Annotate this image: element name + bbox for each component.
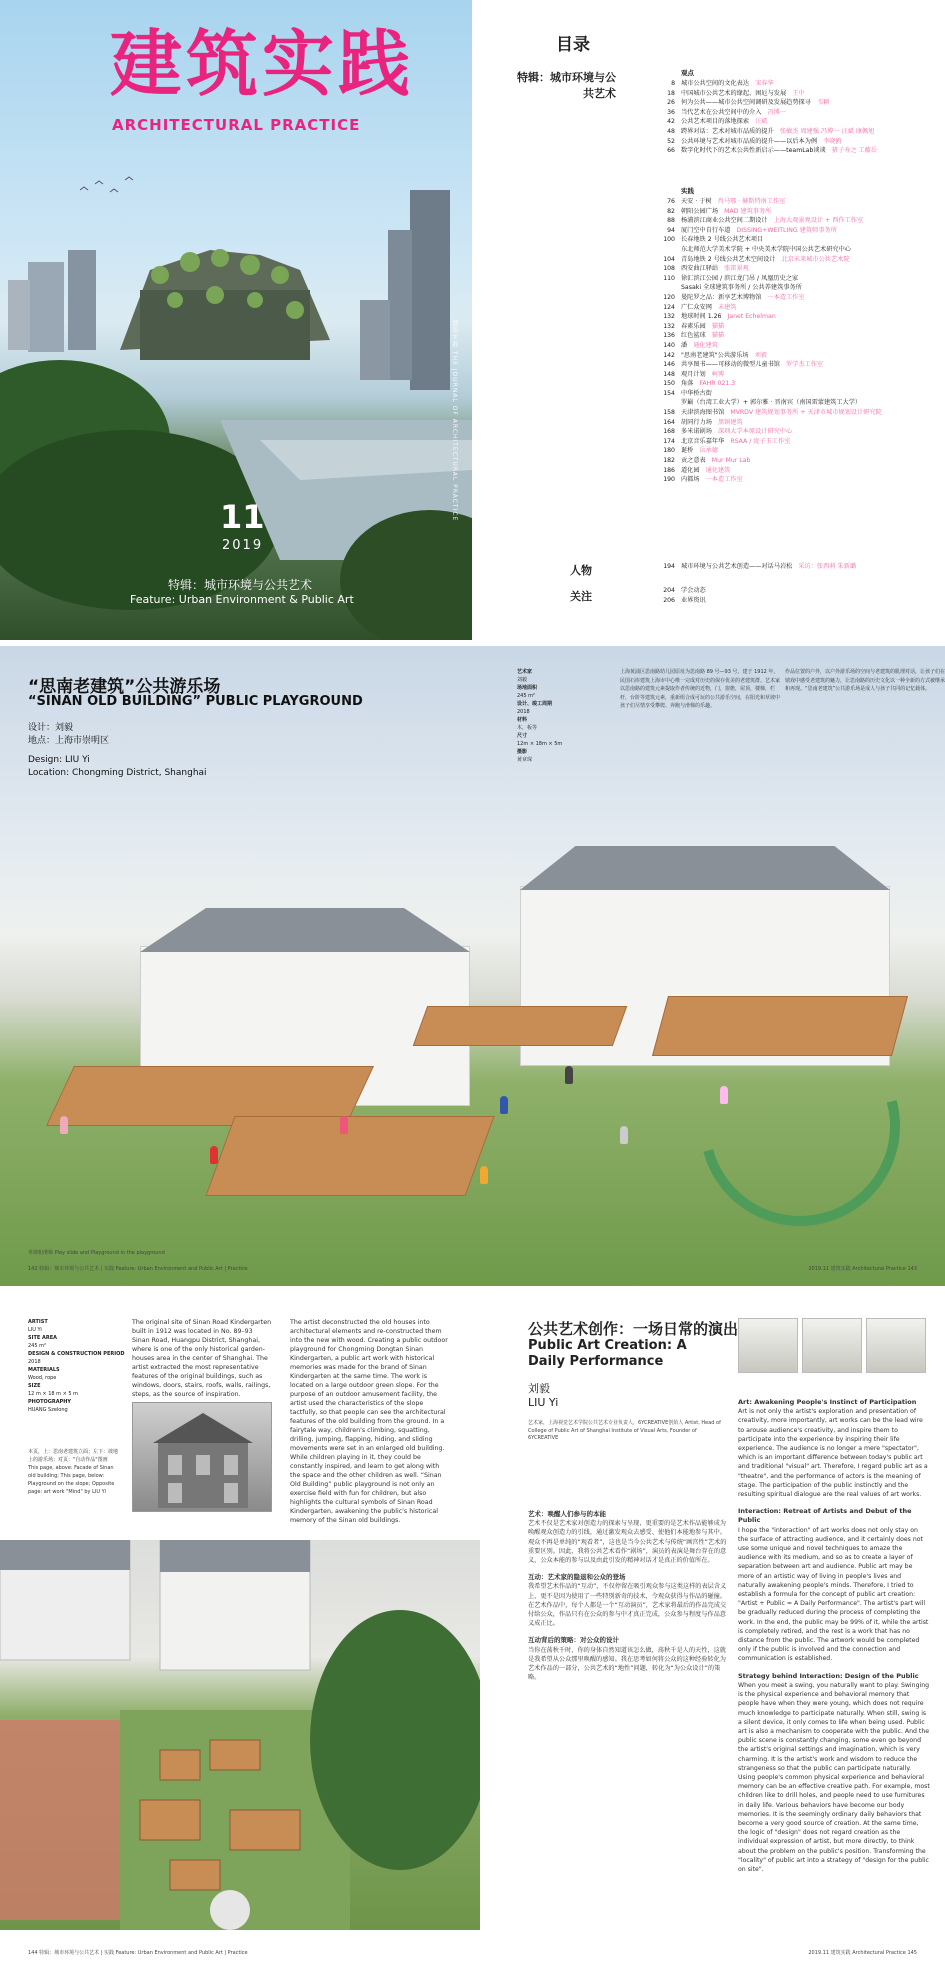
spec-line: 12m × 18m × 5m [517,741,563,747]
section-label-practice: 实践 [681,187,694,195]
roof-left [140,908,470,952]
toc-entry-title: 天安 · 于树 [681,198,712,205]
toc-entry-title: 中国城市公共艺术的缘起、困厄与发展 [681,89,787,97]
author-bio: 艺术家，上海视觉艺术学院公共艺术专业负责人，6YCREATIVE创始人 Artist, Head of College of Public Art of Shanghai Institute of Visual Arts, Founder of 6YCREATIVE [528,1420,721,1441]
spec-line: 2018 [517,709,530,715]
old-building-photo [132,1402,272,1512]
toc-entry-author: DISSING+WEITLING 建筑师事务所 [736,226,837,234]
section-paragraph: 我希望艺术作品的“互动”，不仅停留在吸引观众参与这类这样的表层含义上，更不是因为使用了一些特别新奇的技术，令观众获得与作品的碰撞。在艺术作品中，每个人都是一个“互动演员”，艺术家将最后的作品完成交付给公众，作品只有在公众的参与中才真正完成，公众参与程度与作品意义成正比。 [528,1583,727,1628]
toc-entry-title: 潘 [681,341,688,349]
child-figure [720,1086,728,1104]
toc-page-number: 36 [667,108,675,116]
toc-entry [655,596,940,606]
toc-entry-author: 肖马鄂 · 赫斯特南工作室 [717,198,786,205]
toc-entry [655,293,940,303]
toc-entry [655,264,940,274]
toc-entry-author: 猪子寿之 工藤岳 [831,147,878,155]
spec-line: 245 m² [517,693,536,699]
toc-entry-title: 数字化时代下的艺术公共性新启示——teamLab谈谈 [681,147,826,155]
toc-entry-author: 猫猫 [711,332,725,340]
toc-entry [655,446,940,456]
toc-page-number: 194 [663,563,675,570]
contents-viewpoint-section [655,64,940,156]
toc-entry [655,427,940,437]
toc-page-number: 94 [667,226,675,234]
cover-title-en: ARCHITECTURAL PRACTICE [112,116,361,134]
section-paragraph: 艺术不仅是艺术家对创造力的探索与呈现，更重要的是艺术作品能够成为唤醒观众创造力的引线，通过激发观众去感受、使他们本能地参与其中。观众不再是单纯的“观看者”，这也是当今公共艺术与传统“画宫性”艺术的重要区别。因此，我将公共艺术看作“剧场”，演员的表演是舞台存在的意义，公众本能的参与以及由此引发的精神对话才是真正的价值所在。 [528,1520,727,1565]
toc-entry-title: 地球时间 1.26 [681,313,722,321]
toc-entry [655,437,940,447]
toc-entry-title: 广仁众安网 [681,303,712,311]
toc-entry-author: 罗学杰工作室 [786,361,824,369]
toc-page-number: 124 [663,303,675,311]
toc-entry-title: 红色鲨球 [681,332,706,340]
toc-entry-author: 通化建筑 [693,341,718,349]
section-heading: Art: Awakening People's Instinct of Participation [738,1398,917,1406]
toc-entry [655,586,940,596]
toc-entry-author: 冯博一 [767,108,786,116]
toc-page-number: 76 [667,198,675,205]
toc-entry [655,360,940,370]
toc-entry [655,146,940,156]
toc-entry-title: 内都场 [681,476,700,484]
playground-title-cn: “思南老建筑”公共游乐场 [28,677,221,697]
toc-entry [655,79,940,89]
toc-entry-author: 通化建筑 [705,466,731,474]
toc-page-number: 158 [663,409,675,417]
toc-entry [655,137,940,147]
toc-entry-author: 李晓鸥 [823,137,842,145]
toc-page-number: 168 [663,428,675,436]
toc-entry-title: 中华桥古街 [681,389,712,397]
contents-practice-section [655,182,940,485]
toc-entry [655,89,940,99]
toc-entry-title: 杨浦滨江商业公共空间二期设计 [681,217,768,225]
toc-entry [655,245,940,255]
toc-page-number: 42 [667,118,675,126]
toc-entry [655,303,940,313]
playground-credits: 设计：刘毅 地点：上海市崇明区 Design: LIU Yi Location: Chongming District, Shanghai [28,723,207,778]
article-body-en [738,1390,930,1938]
toc-entry-title: 共享图书——可移动的微型儿童书馆 [681,361,780,369]
toc-entry-title: 城市环境与公共艺术创造——对话马岩松 [681,563,793,570]
section-heading: Strategy behind Interaction: Design of the Public [738,1671,919,1680]
toc-page-number: 148 [663,370,675,378]
cover-title: 建筑实践 [110,22,415,106]
cover-feature-en: Feature: Urban Environment & Public Art [130,593,354,606]
toc-entry [655,322,940,332]
article-title-en: Public Art Creation: A Daily Performance [528,1338,687,1369]
spec-line: 摄影 [517,749,528,755]
article-title-cn: 公共艺术创作：一场日常的演出 [528,1320,739,1338]
photo-caption: 本页，上：思南老建筑立面；左下：坡地上的游乐场；对页："自动作品"图画 This page, above: Facade of Sinan old building; This page, below: Playground on the slope; Opposite page: art work "Mind" by LIU Yi [28,1449,119,1495]
toc-page-number: 132 [663,313,675,321]
spec-value: 12 m × 18 m × 5 m [28,1391,79,1397]
toc-entry-title: 学会动态 [681,587,706,594]
spec-line: 艺术家 [517,669,533,675]
section-paragraph: 当你在荡秋千时，你的身体自然知道该怎么做，荡秋千是人的天性，这就是我希望从公众那里唤醒的感知。我在思考如何将公众的这种经验转化为艺术作品的一部分，公共艺术的“地性”问题，转化为“为公众设计”的策略。 [528,1646,726,1682]
section-label-viewpoint: 观点 [681,69,694,77]
spec-key: MATERIALS [28,1367,60,1373]
child-figure [340,1116,348,1134]
cover-year: 2019 [222,538,264,553]
toc-entry [655,117,940,127]
playground-title-en: “SINAN OLD BUILDING” PUBLIC PLAYGROUND [28,694,363,709]
spec-value: LIU Yi [28,1327,42,1333]
section-heading: 艺术：唤醒人们参与的本能 [528,1510,606,1518]
spec-line: 场地面积 [517,685,538,691]
wooden-deck-3 [413,1006,628,1046]
spec-line: 尺寸 [517,733,528,739]
toc-page-number: 164 [663,418,675,426]
artwork-thumbnail [802,1318,862,1373]
artwork-thumbnails [738,1318,926,1373]
contents-people-section [655,562,940,572]
toc-entry-author: RSAA / 庞子玉工作室 [730,437,791,445]
playground-text-col2: 作品位置的户外，以户外游乐场的空间与老建筑的肌理对话，让孩子们在嬉戏中感受老建筑的魅力，让思南路的历史文化以一种全新的方式被继承和再现。“思南老建筑”公共游乐场是成人与孩子共同的记忆载体。 [785,669,945,692]
toc-page-number: 146 [663,361,675,369]
contents-focus-section [655,586,940,605]
project-text-col1: The original site of Sinan Road Kindergarten built in 1912 was located in No. 89–93 Sinan Road, Huangpu District, Shanghai, where is one of the only historical garden-houses area in the center of Shanghai. The artist extracted the most representative features of the original buildings, such as windows, doors, stairs, roofs, walls, railings, steps, as the source of inspiration. [132,1319,272,1398]
toc-page-number: 88 [667,217,675,225]
folio-right: 2019.11 建筑实践 Architectural Practice 143 [808,1266,917,1272]
toc-page-number [655,245,675,255]
toc-entry [655,216,940,226]
spec-line: 黄章琛 [517,757,533,763]
spec-line: 材料 [517,717,528,723]
toc-entry [655,255,940,265]
toc-page-number: 142 [663,351,675,359]
section-heading: 互动：艺术家的隐退和公众的登场 [528,1573,626,1582]
toc-entry-author: 刘毅 [754,351,767,359]
toc-entry-author: 采访：张西莉 朱新璐 [798,563,857,570]
toc-entry-title: 当代艺术在公共空间中的介入 [681,108,762,116]
toc-entry-author: Janet Echelman [727,313,776,321]
toc-entry-title: 春素乐园 [681,322,706,330]
toc-page-number: 120 [663,293,675,301]
section-paragraph: I hope the "interaction" of art works does not only stay on the surface of attracting audience, and it certainly does not use some unique and novel techniques to amaze the audience with its medium, and so as to create a layer of separation between art and audience. Public art may be more of an artistic way of living in people's lives and naturally awakening people's minds. Therefore, I tried to establish a formula for the concept of public art creation: "Artist + Public = A Daily Performance". The artist's part will be gradually reduced during the process of completing the work. In the end, the public may be 99% of it, while the artist is completely retired, and the rest is a work that has no distance from the public. The artwork would be completed only if the public is involved and the connection and communication is established. [738,1526,929,1663]
toc-page-number: 8 [671,80,675,87]
spec-value: 245 m² [28,1343,47,1349]
spec-value: 2018 [28,1359,41,1365]
toc-entry [655,379,940,389]
spec-key: SITE AREA [28,1335,58,1341]
playground-photo-caption: 草坡和滑梯 Play slide and Playground in the playground [28,1250,165,1256]
toc-page-number: 204 [663,587,675,594]
toc-entry-title: 罗巅（台湾工业大学）+ 郭尔雅 · 晋南宾（南国雷蒙建筑工大学） [681,399,862,407]
spec-key: DESIGN & CONSTRUCTION PERIOD [28,1351,125,1357]
toc-entry-author: 一本造工作室 [767,293,805,301]
playground-text-col1: 上海黄浦区思南路幼儿园原址为思南路 89 号—93 号，建于 1912 年，民国石库建筑上海市中心唯一完成对历史的保存优美的老建筑群。艺术家以思南路的建筑元素提取作者传统的近物，门，窗檐，屋顶，楼梯，栏杆，台阶等建筑元素，重新组合成可玩的公共游乐空间，在阳光和草坡中孩子们尽情享受攀爬、奔跑与滑梯的乐趣。 [620,669,781,709]
toc-entry-author: 王中 [792,89,805,97]
toc-entry-title: 公共艺术项目的落地探索 [681,118,750,126]
toc-entry-author: 张敏杰 周建强 冯博一 汪斌 康佩旭 [779,127,875,135]
adult-figure [60,1116,68,1134]
toc-entry [655,331,940,341]
spec-key: ARTIST [28,1319,48,1325]
toc-entry-author: MVRDV 建筑规划事务所 + 天津市城市规划设计研究院 [730,409,882,417]
toc-entry-title: "思南老建筑"公共游乐场 [681,351,749,359]
toc-entry [655,351,940,361]
toc-entry-title: 城市公共空间的文化表达 [681,80,750,87]
toc-page-number: 100 [663,236,675,244]
section-paragraph: When you meet a swing, you naturally want to play. Swinging is the physical experience and behavioral memory that people have when they were young, which does not require much knowledge to participate naturally. When still, swing is a silent device, it only comes to life when being used. Public art is also a mechanism to cooperate with the public. And the public scene is constantly changing, some even go beyond the artist's original settings and imagination, which is very charming. It is the artist's work and wisdom to reduce the strangeness so that the public can participate naturally. Using people's common physical experience and behavioral memory can be an effective creative path. For example, most children like to drill holes, and people need to use furnitures in daily life. Various behaviors have become our body memories. It is the seemingly ordinary daily behaviors that become a very good source of creation. At the same time, the logic of "design" does not regard creation as the individual expression of artist, but more directly, to think about the problem on the public's position. Transforming the "locality" of public art into a strategy of "design for the public on site". [738,1681,930,1873]
spec-line: 木，板等 [517,725,538,731]
magazine-cover [0,0,472,640]
toc-entry-title: 道化园 [681,466,700,474]
child-figure [620,1126,628,1144]
toc-entry-title: 何为公共——城市公共空间调研及发展趋势探寻 [681,99,811,107]
child-figure [565,1066,573,1084]
toc-entry [655,398,940,408]
toc-page-number: 174 [663,437,675,445]
toc-entry-author: 岳承德 [699,447,718,455]
toc-entry-title: 曼陀罗之品：新享艺术博物馆 [681,293,762,301]
toc-entry [655,207,940,217]
toc-entry-title: 观月计划 [681,370,706,378]
toc-entry-title: 徐汇滨江公园 / 滨江龙门吊 / 凤凰历史之家 [681,274,799,282]
spec-value: HUANG Szelong [28,1407,68,1413]
toc-entry-author: 黑镇建筑 [717,418,743,426]
toc-entry-title: 胡同行力场 [681,418,712,426]
toc-page-number: 136 [663,332,675,340]
toc-entry-title: 北京音乐嘉年华 [681,437,725,445]
child-figure [480,1166,488,1184]
toc-page-number: 18 [667,89,675,97]
folio-right: 2019.11 建筑实践 Architectural Practice 145 [808,1950,917,1956]
toc-entry [655,341,940,351]
toc-page-number: 26 [667,99,675,107]
toc-page-number: 140 [663,341,675,349]
toc-entry-title: 东北师范大学美术学院 + 中央美术学院中国公共艺术研究中心 [681,245,851,253]
article-spread [0,1290,945,1968]
toc-entry [655,127,940,137]
section-label-focus: 关注 [570,590,592,603]
toc-entry-author: MAD 建筑事务所 [724,207,772,215]
toc-entry-title: 朝阳公园广场 [681,207,719,215]
contents-feature-label: 特辑：城市环境与公共艺术 [517,71,616,100]
folio-left: 144 特辑：城市环境与公共艺术 | 实践 Feature: Urban Environment and Public Art | Practice [28,1950,248,1956]
toc-entry-author: 猫猫 [711,322,725,330]
toc-entry-author: 韦颖 [816,99,830,107]
toc-entry-title: Sasaki 全球建筑事务所 / 公共养建筑事务所 [681,284,802,292]
artwork-thumbnail [738,1318,798,1373]
toc-entry-title: 贡之意表 [681,457,706,465]
toc-entry-title: 诞桥 [681,447,694,455]
toc-entry-author: 柯博 [711,370,725,378]
toc-entry [655,389,940,399]
toc-page-number: 182 [663,457,675,465]
section-paragraph: Art is not only the artist's exploration and presentation of creativity, more importantly, art works can be the lead wire to arouse audience's creativity, and inspire them to participate into the experience by inspiring their life experience. The audience is no longer a mere "spectator", which is an important difference between today's public art and traditional "visual" art. Therefore, I regard public art as a "theatre", and the performance of actors is the meaning of stage. The participation of the public instinctly and the resulting spiritual dialogue are the real values of art works. [738,1408,928,1499]
playground-spec-list [517,668,577,764]
child-figure [210,1146,218,1164]
toc-entry [655,98,940,108]
article-author: 刘毅 LIU Yi [528,1382,559,1409]
cover-issue-number: 11 [220,498,265,536]
wooden-deck-2 [205,1116,494,1196]
toc-entry-title: 角落 [681,380,694,388]
toc-entry-author: 深圳大学本原设计研究中心 [717,428,793,436]
toc-entry [655,274,940,284]
toc-entry-title: 青岛地铁 2 号线公共艺术空间设计 [681,255,776,263]
toc-page-number: 66 [667,147,675,155]
roof-right [520,846,890,890]
spec-value: Wood, rope [28,1375,57,1381]
cover-feature-cn: 特辑：城市环境与公共艺术 [168,578,313,592]
toc-entry-author: 未建筑 [717,303,737,311]
section-label-people: 人物 [570,564,592,577]
section-heading: Interaction: Retreat of Artists and Debut of the Public [738,1507,912,1525]
toc-entry [655,475,940,485]
toc-page-number: 150 [663,380,675,388]
toc-entry-title: 跨界对话：艺术对城市品质的提升 [681,127,774,135]
toc-entry-author: 汪斌 [755,118,768,126]
contents-heading: 目录 [556,35,590,55]
toc-entry [655,226,940,236]
toc-page-number: 52 [667,137,675,145]
toc-entry [655,456,940,466]
spec-key: PHOTOGRAPHY [28,1399,72,1405]
project-text-col2: The artist deconstructed the old houses into architectural elements and re-constructed them into the new with wood. Creating a public outdoor playground for Chongming Dongtan Sinan Kindergarten, a public art work with historical memories was made for the brand of Sinan Kindergarten at the same time. The work is located on a large outdoor green slope. For the purpose of an outdoor amusement facility, the artist used the characteristics of the slope tactfully, so that people can see the architectural features of the old building from the ground. In a fairytale way, children's climbing, squatting, drilling, jumping, flapping, hiding, and sliding movements were set in an enlarged old building. While children playing in it, they could be constantly inspired, and learn to get along with the space and the other children as well. “Sinan Old Building” public playground is not only an exercise field with fun for children, but also highlights the cultural symbols of Sinan Road Kindergarten, awakening the public's historical memory of the Sinan old buildings. [290,1319,448,1524]
toc-page-number: 186 [663,466,675,474]
table-of-contents [472,0,945,640]
toc-page-number: 190 [663,476,675,484]
playground-spread [0,646,945,1286]
toc-page-number: 154 [663,389,675,397]
toc-page-number: 110 [663,274,675,282]
toc-page-number: 108 [663,265,675,273]
toc-entry [655,370,940,380]
toc-page-number [655,283,675,293]
toc-entry-title: 公共环境与艺术对城市品质的提升——以后本为例 [681,137,818,145]
toc-entry-author: 北京未来城市公共艺术院 [781,255,850,263]
child-figure [500,1096,508,1114]
toc-entry [655,418,940,428]
toc-entry [655,235,940,245]
toc-entry [655,466,940,476]
toc-page-number: 82 [667,207,675,215]
toc-entry [655,197,940,207]
article-body-cn [528,1502,728,1682]
toc-entry-title: 厦门空中自行车道 [681,226,731,234]
toc-entry-author: 一本造工作室 [705,476,743,484]
toc-entry-title: 长春地铁 2 号线公共艺术项目 [681,236,764,244]
toc-page-number: 48 [667,127,675,135]
toc-entry [655,283,940,293]
cover-spine-text: 建筑实践 THE JOURNAL OF ARCHITECTURAL PRACTICE [451,320,458,522]
folio-left: 142 特辑：城市环境与公共艺术 | 实践 Feature: Urban Environment and Public Art | Practice [28,1266,248,1272]
toc-page-number: 104 [663,255,675,263]
spec-line: 设计、竣工周期 [517,701,553,707]
toc-entry-title: 多米诺剧场 [681,428,712,436]
toc-entry [655,562,940,572]
toc-entry-author: Mur Mur Lab [711,457,751,465]
toc-entry [655,108,940,118]
toc-page-number: 132 [663,322,675,330]
toc-entry [655,312,940,322]
toc-entry-title: 业界资讯 [681,596,706,604]
toc-entry-author: 上海大观景观设计 + 西作工作室 [773,217,864,225]
artwork-spec-list [28,1318,128,1414]
toc-entry-author: 宋春华 [755,80,774,87]
spec-line: 刘毅 [517,677,528,683]
toc-page-number: 180 [663,447,675,455]
toc-entry-author: 张雷景观 [724,265,749,273]
toc-entry [655,408,940,418]
toc-entry-title: 西安曲江驿站 [681,265,719,273]
toc-page-number: 206 [663,596,675,604]
toc-page-number [655,398,675,408]
section-heading: 互动背后的策略：对公众的设计 [528,1636,619,1645]
toc-entry-title: 天津滨海图书馆 [681,409,725,417]
toc-entry-author: FAHR 021.3 [699,380,736,388]
spec-key: SIZE [28,1383,41,1389]
aerial-photo [0,1540,480,1930]
artwork-thumbnail [866,1318,926,1373]
